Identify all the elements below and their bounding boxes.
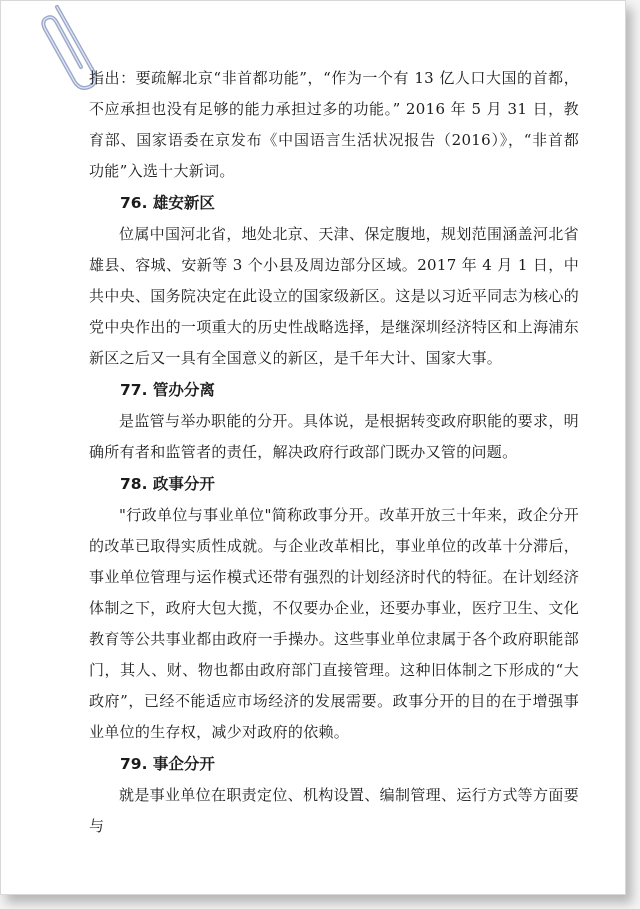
heading-78: 78. 政事分开 <box>120 475 215 493</box>
paragraph-intro-continued: 指出：要疏解北京“非首都功能”，“作为一个有 13 亿人口大国的首都，不应承担也没有足够的能力承担过多的功能。” 2016 年 5 月 31 日，教育部、国家语委在京发布《中国语言生活状况报告（2016）》，“非首都功能”入选十大新词。 <box>89 69 579 180</box>
heading-76: 76. 雄安新区 <box>120 194 215 212</box>
paragraph-78: "行政单位与事业单位"简称政事分开。改革开放三十年来，政企分开的改革已取得实质性成就。与企业改革相比，事业单位的改革十分滞后，事业单位管理与运作模式还带有强烈的计划经济时代的特征。在计划经济体制之下，政府大包大揽，不仅要办企业，还要办事业，医疗卫生、文化教育等公共事业都由政府一手操办。这些事业单位隶属于各个政府职能部门，其人、财、物也都由政府部门直接管理。这种旧体制之下形成的“大政府”，已经不能适应市场经济的发展需要。政事分开的目的在于增强事业单位的生存权，减少对政府的依赖。 <box>89 506 579 741</box>
paragraph-76: 位属中国河北省，地处北京、天津、保定腹地，规划范围涵盖河北省雄县、容城、安新等 3 个小县及周边部分区域。2017 年 4 月 1 日，中共中央、国务院决定在此设立的国家级新区。这是以习近平同志为核心的党中央作出的一项重大的历史性战略选择，是继深圳经济特区和上海浦东新区之后又一具有全国意义的新区，是千年大计、国家大事。 <box>89 225 579 367</box>
paragraph-77: 是监管与举办职能的分开。具体说，是根据转变政府职能的要求，明确所有者和监管者的责任，解决政府行政部门既办又管的问题。 <box>89 412 579 461</box>
heading-77: 77. 管办分离 <box>120 381 215 399</box>
heading-79: 79. 事企分开 <box>120 755 215 773</box>
document-body <box>89 63 579 842</box>
paragraph-79: 就是事业单位在职责定位、机构设置、编制管理、运行方式等方面要与 <box>89 786 579 835</box>
